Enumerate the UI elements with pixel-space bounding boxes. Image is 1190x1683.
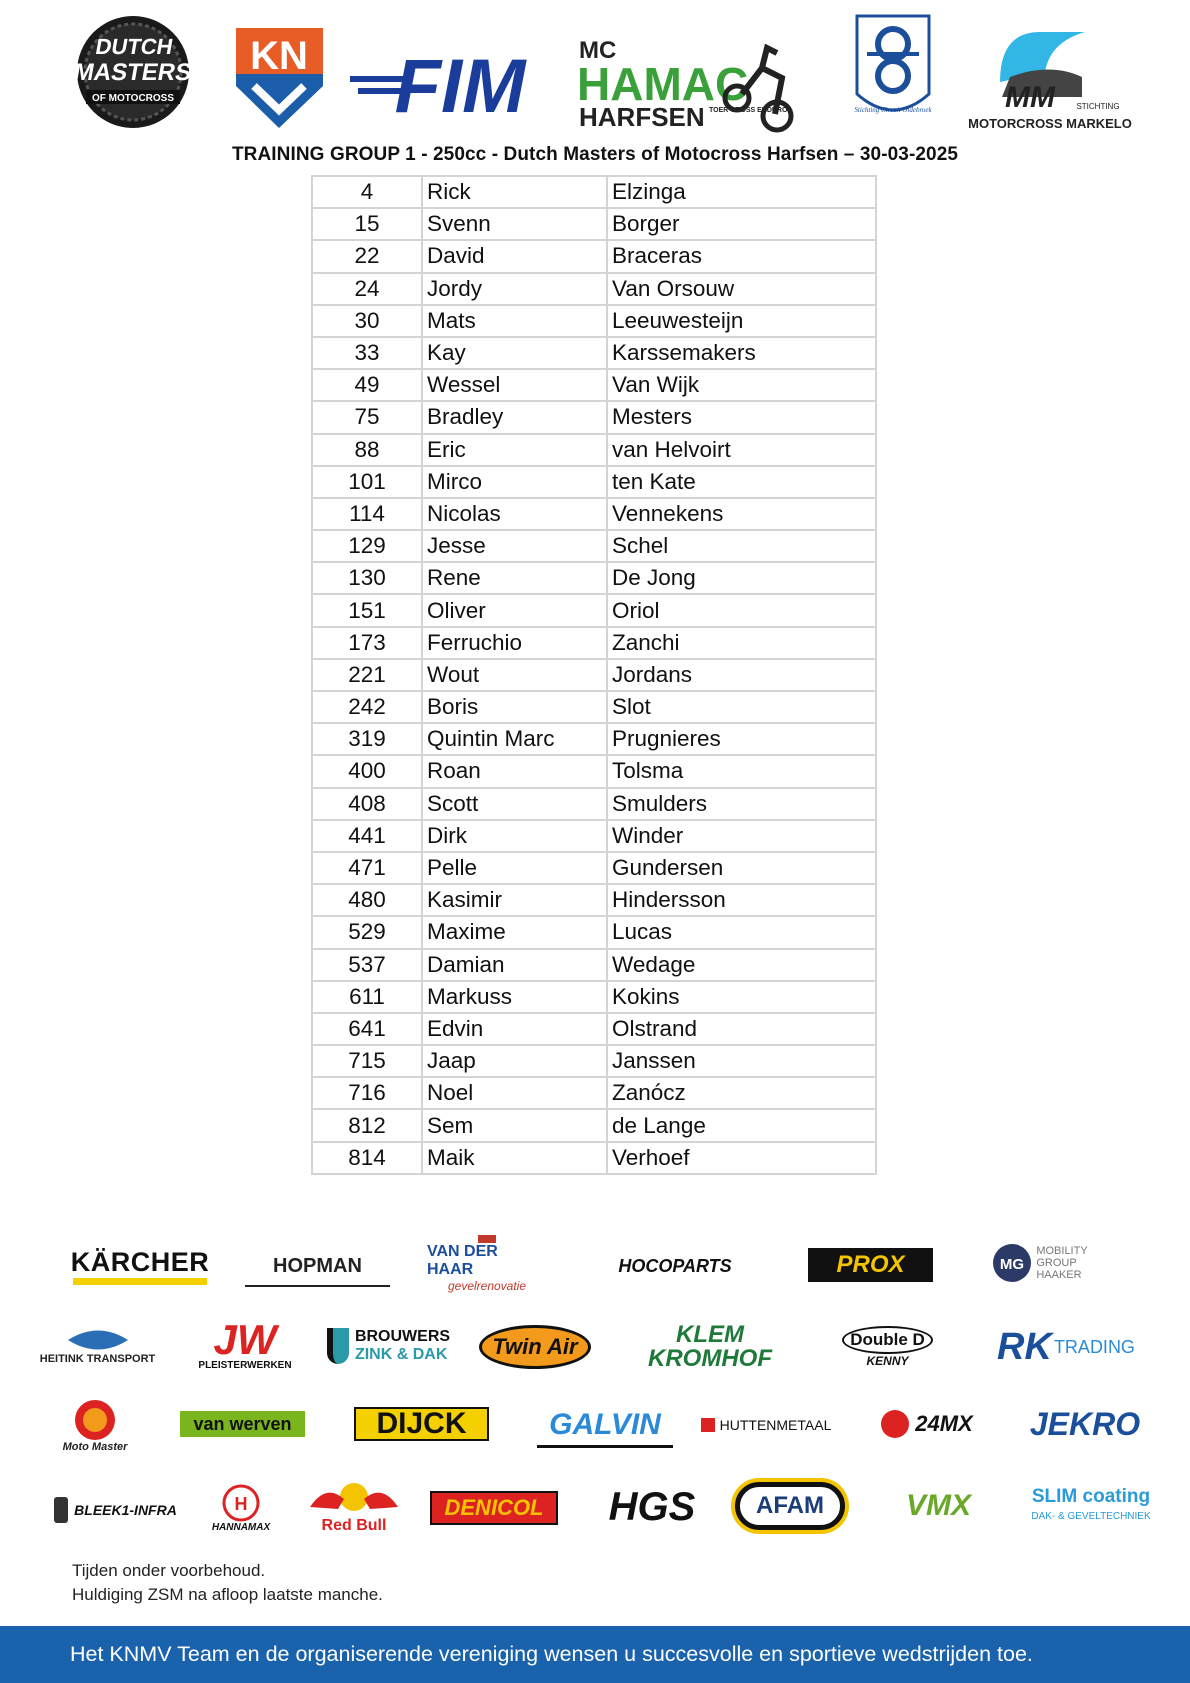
rider-first-name: Ferruchio [422, 627, 607, 659]
rider-last-name: Braceras [607, 240, 876, 272]
table-row [312, 723, 876, 755]
rider-last-name: Leeuwesteijn [607, 305, 876, 337]
rider-first-name: Scott [422, 788, 607, 820]
dutch-masters-line2: MASTERS [71, 59, 194, 86]
hannamax-logo: H HANNAMAX [200, 1477, 282, 1539]
24mx-logo: 24MX [862, 1407, 992, 1441]
rider-number: 129 [312, 530, 422, 562]
rider-first-name: Jordy [422, 273, 607, 305]
rider-number: 812 [312, 1109, 422, 1141]
rider-first-name: Oliver [422, 594, 607, 626]
rider-number: 130 [312, 562, 422, 594]
table-row [312, 691, 876, 723]
rider-number: 641 [312, 1013, 422, 1045]
rider-first-name: Kasimir [422, 884, 607, 916]
rider-number: 529 [312, 916, 422, 948]
rider-first-name: Kay [422, 337, 607, 369]
table-row [312, 401, 876, 433]
heitink-logo: HEITINK TRANSPORT [30, 1323, 165, 1369]
rider-last-name: de Lange [607, 1109, 876, 1141]
rider-number: 49 [312, 369, 422, 401]
mgh-logo: MG MOBILITY GROUP HAAKER [985, 1233, 1095, 1293]
vanderhaar-logo: VAN DER HAAR gevelrenovatie [427, 1235, 547, 1293]
hgs-logo: HGS [608, 1484, 696, 1529]
table-row [312, 208, 876, 240]
bleek-logo: BLEEK1-INFRA [48, 1490, 183, 1530]
rider-last-name: Borger [607, 208, 876, 240]
rider-number: 471 [312, 852, 422, 884]
hamac-mc: MC [579, 37, 617, 64]
table-row [312, 1077, 876, 1109]
rider-last-name: Kokins [607, 981, 876, 1013]
table-row [312, 466, 876, 498]
rider-first-name: Maik [422, 1142, 607, 1174]
table-row [312, 1109, 876, 1141]
table-row [312, 273, 876, 305]
rider-number: 221 [312, 659, 422, 691]
rider-last-name: Mesters [607, 401, 876, 433]
rider-first-name: Rene [422, 562, 607, 594]
table-row [312, 884, 876, 916]
karcher-logo: KÄRCHER [70, 1245, 210, 1287]
rider-first-name: Roan [422, 755, 607, 787]
rider-first-name: Pelle [422, 852, 607, 884]
prox-logo: PROX [808, 1248, 933, 1282]
rider-last-name: Elzinga [607, 176, 876, 208]
table-row [312, 1142, 876, 1174]
table-row [312, 594, 876, 626]
rider-number: 101 [312, 466, 422, 498]
footer-banner [0, 1626, 1190, 1683]
rider-first-name: Sem [422, 1109, 607, 1141]
hamac-logo [577, 28, 807, 134]
hamac-sub: TOER CROSS ENDURO [709, 107, 788, 114]
oldebroek-text: Stichting Circuit Oldebroek [854, 106, 932, 114]
table-row [312, 434, 876, 466]
rider-last-name: van Helvoirt [607, 434, 876, 466]
rider-number: 408 [312, 788, 422, 820]
note-line-1: Tijden onder voorbehoud. [72, 1561, 266, 1580]
table-row [312, 176, 876, 208]
rider-last-name: Tolsma [607, 755, 876, 787]
oldebroek-logo [853, 14, 933, 128]
rider-last-name: Vennekens [607, 498, 876, 530]
rider-first-name: Rick [422, 176, 607, 208]
table-row [312, 755, 876, 787]
rider-last-name: Gundersen [607, 852, 876, 884]
rider-number: 75 [312, 401, 422, 433]
rider-first-name: Svenn [422, 208, 607, 240]
vmx-logo: VMX [905, 1489, 971, 1522]
rider-first-name: Bradley [422, 401, 607, 433]
table-row [312, 369, 876, 401]
huttenmetaal-logo: HUTTENMETAAL [695, 1411, 837, 1439]
table-row [312, 916, 876, 948]
rider-last-name: Smulders [607, 788, 876, 820]
rider-number: 151 [312, 594, 422, 626]
rider-number: 4 [312, 176, 422, 208]
rider-first-name: Wessel [422, 369, 607, 401]
svg-text:MG: MG [1000, 1256, 1025, 1273]
rider-number: 480 [312, 884, 422, 916]
rider-first-name: Maxime [422, 916, 607, 948]
rider-first-name: Damian [422, 949, 607, 981]
dutch-masters-line3: OF MOTOCROSS [91, 93, 175, 104]
dutch-masters-logo [68, 14, 198, 134]
rider-last-name: Zanócz [607, 1077, 876, 1109]
rider-first-name: Dirk [422, 820, 607, 852]
hamac-town: HARFSEN [579, 102, 705, 132]
rider-first-name: Nicolas [422, 498, 607, 530]
motomaster-logo: Moto Master [52, 1395, 138, 1457]
redbull-logo: Red Bull [298, 1475, 410, 1537]
markelo-logo [968, 22, 1132, 137]
rider-number: 24 [312, 273, 422, 305]
rider-number: 30 [312, 305, 422, 337]
twinair-logo: Twin Air [479, 1325, 591, 1369]
rider-first-name: Eric [422, 434, 607, 466]
rider-first-name: Quintin Marc [422, 723, 607, 755]
rider-last-name: Van Wijk [607, 369, 876, 401]
galvin-logo: GALVIN [537, 1405, 673, 1448]
rider-number: 22 [312, 240, 422, 272]
rider-last-name: Oriol [607, 594, 876, 626]
hamac-name: HAMAC [577, 58, 749, 110]
markelo-top: STICHTING [1076, 102, 1120, 111]
rider-number: 441 [312, 820, 422, 852]
rider-last-name: Winder [607, 820, 876, 852]
rk-logo: RK TRADING [997, 1325, 1135, 1368]
hopman-logo: HOPMAN [245, 1247, 390, 1287]
rider-first-name: Boris [422, 691, 607, 723]
rider-number: 611 [312, 981, 422, 1013]
rider-last-name: Zanchi [607, 627, 876, 659]
rider-last-name: Slot [607, 691, 876, 723]
rider-table [311, 175, 877, 1175]
table-row [312, 530, 876, 562]
rider-last-name: Wedage [607, 949, 876, 981]
table-row [312, 949, 876, 981]
rider-first-name: Noel [422, 1077, 607, 1109]
rider-last-name: Prugnieres [607, 723, 876, 755]
knmv-logo [232, 24, 327, 132]
rider-number: 537 [312, 949, 422, 981]
markelo-name: MOTORCROSS MARKELO [968, 116, 1132, 131]
rider-first-name: David [422, 240, 607, 272]
rider-first-name: Edvin [422, 1013, 607, 1045]
rider-last-name: Lucas [607, 916, 876, 948]
rider-number: 814 [312, 1142, 422, 1174]
table-row [312, 981, 876, 1013]
vandijck-logo: DIJCK [354, 1407, 489, 1441]
rider-first-name: Jesse [422, 530, 607, 562]
rider-number: 33 [312, 337, 422, 369]
slim-logo: SLIM coating DAK- & GEVELTECHNIEK [1031, 1486, 1151, 1522]
rider-last-name: Karssemakers [607, 337, 876, 369]
rider-number: 88 [312, 434, 422, 466]
note-line-2: Huldiging ZSM na afloop laatste manche. [72, 1585, 383, 1604]
table-row [312, 498, 876, 530]
rider-number: 173 [312, 627, 422, 659]
footer-text: Het KNMV Team en de organiserende vereniging wensen u succesvolle en sportieve wedstrijden toe. [70, 1642, 1033, 1666]
rider-last-name: Janssen [607, 1045, 876, 1077]
table-row [312, 562, 876, 594]
rider-last-name: Olstrand [607, 1013, 876, 1045]
jw-logo: JW PLEISTERWERKEN [198, 1315, 292, 1371]
fim-text: FIM [394, 44, 526, 129]
rider-number: 15 [312, 208, 422, 240]
rider-number: 716 [312, 1077, 422, 1109]
rider-number: 319 [312, 723, 422, 755]
table-row [312, 337, 876, 369]
vanwerven-logo: van werven [180, 1411, 305, 1437]
rider-last-name: Hindersson [607, 884, 876, 916]
knmv-text: KN [250, 34, 308, 78]
jekro-logo: JEKRO [1029, 1405, 1141, 1442]
afam-logo: AFAM [735, 1482, 845, 1530]
table-row [312, 820, 876, 852]
svg-text:MM: MM [1005, 81, 1055, 114]
rider-last-name: De Jong [607, 562, 876, 594]
rider-last-name: ten Kate [607, 466, 876, 498]
table-row [312, 852, 876, 884]
table-row [312, 788, 876, 820]
rider-first-name: Mats [422, 305, 607, 337]
hocoparts-logo: HOCOPARTS [618, 1255, 732, 1276]
table-row [312, 627, 876, 659]
rider-number: 242 [312, 691, 422, 723]
doubled-logo: Double D KENNY [840, 1319, 935, 1375]
table-row [312, 659, 876, 691]
header-logos [60, 14, 1140, 139]
rider-number: 114 [312, 498, 422, 530]
rider-number: 715 [312, 1045, 422, 1077]
denicol-logo: DENICOL [430, 1491, 558, 1525]
rider-last-name: Van Orsouw [607, 273, 876, 305]
page-title: TRAINING GROUP 1 - 250cc - Dutch Masters of Motocross Harfsen – 30-03-2025 [231, 144, 959, 165]
fim-logo [350, 42, 540, 129]
svg-text:H: H [234, 1493, 248, 1514]
brouwers-logo: BROUWERS ZINK & DAK [326, 1325, 451, 1367]
rider-last-name: Schel [607, 530, 876, 562]
sponsor-logos [30, 1245, 1170, 1545]
rider-first-name: Wout [422, 659, 607, 691]
table-row [312, 1045, 876, 1077]
rider-last-name: Jordans [607, 659, 876, 691]
rider-first-name: Jaap [422, 1045, 607, 1077]
rider-number: 400 [312, 755, 422, 787]
table-row [312, 1013, 876, 1045]
table-row [312, 240, 876, 272]
rider-last-name: Verhoef [607, 1142, 876, 1174]
klemkromhof-logo: KLEM KROMHOF [648, 1321, 772, 1372]
dutch-masters-line1: DUTCH [93, 34, 175, 59]
rider-first-name: Mirco [422, 466, 607, 498]
rider-first-name: Markuss [422, 981, 607, 1013]
table-row [312, 305, 876, 337]
